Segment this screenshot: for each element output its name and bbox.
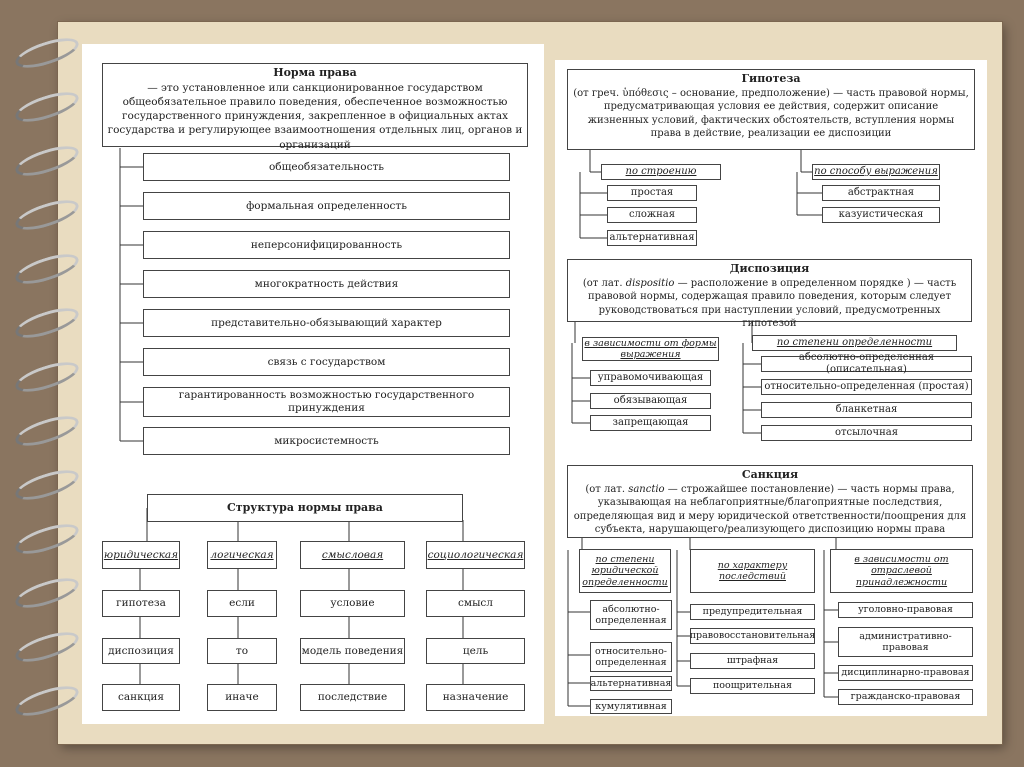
structure-column-head: социологическая [426, 541, 525, 569]
hypothesis-type: простая [607, 185, 697, 201]
structure-item: последствие [300, 684, 405, 711]
sanction-latin-term: sanctio [628, 483, 665, 495]
disposition-type: запрещающая [590, 415, 711, 431]
structure-item: если [207, 590, 277, 617]
norm-feature: гарантированность возможностью государственного принуждения [143, 387, 510, 417]
norm-title: Норма права [273, 66, 357, 79]
norm-feature: представительно-обязывающий характер [143, 309, 510, 337]
sanction-type: предупредительная [690, 604, 815, 620]
structure-column-head: юридическая [102, 541, 180, 569]
sanction-type: уголовно-правовая [838, 602, 973, 618]
structure-item: то [207, 638, 277, 664]
sanction-type: административно-правовая [838, 627, 973, 657]
structure-item: диспозиция [102, 638, 180, 664]
structure-item: санкция [102, 684, 180, 711]
disposition-type: обязывающая [590, 393, 711, 409]
structure-column-head: логическая [207, 541, 277, 569]
structure-column-head: смысловая [300, 541, 405, 569]
sanction-definition-prefix: (от лат. [585, 483, 626, 495]
hypothesis-type: абстрактная [822, 185, 940, 201]
sanction-type: штрафная [690, 653, 815, 669]
disposition-type: бланкетная [761, 402, 972, 418]
norm-feature: многократность действия [143, 270, 510, 298]
hypothesis-type: сложная [607, 207, 697, 223]
norm-definition: — это установленное или санкционированное государством общеобязательное правило поведения, обеспеченное возможностью государственного принуждения, закрепленное в официальных актах государства и регулирующее взаимоотношения отдельных лиц, органов и организаций [107, 81, 523, 151]
structure-item: назначение [426, 684, 525, 711]
sanction-group-label: в зависимости от отраслевой принадлежности [830, 549, 973, 593]
structure-item: модель поведения [300, 638, 405, 664]
disposition-title: Диспозиция [729, 262, 810, 275]
structure-item: смысл [426, 590, 525, 617]
hypothesis-type: альтернативная [607, 230, 697, 246]
structure-title: Структура нормы права [147, 494, 463, 522]
sanction-type: правовосстановительная [690, 628, 815, 644]
disposition-definition-prefix: (от лат. [582, 277, 623, 289]
hypothesis-title: Гипотеза [741, 72, 801, 85]
disposition-group-label: в зависимости от формы выражения [582, 337, 719, 361]
norm-feature: микросистемность [143, 427, 510, 455]
sanction-type: поощрительная [690, 678, 815, 694]
sanction-type: абсолютно-определенная [590, 600, 672, 630]
hypothesis-group-label: по строению [601, 164, 721, 180]
sanction-type: кумулятивная [590, 699, 672, 714]
norm-feature: формальная определенность [143, 192, 510, 220]
sanction-type: относительно-определенная [590, 642, 672, 672]
sanction-group-label: по характеру последствий [690, 549, 815, 593]
hypothesis-definition: (от греч. ὑπόθεσις – основание, предположение) — часть правовой нормы, предусматривающая условия ее действия, содержит описание жизненных условий, фактических обстоятельств, вступления нормы права в действие, реализации ее диспозиции [573, 87, 969, 140]
disposition-latin-term: dispositio [625, 277, 675, 289]
norm-definition-box [102, 63, 528, 151]
disposition-type: управомочивающая [590, 370, 711, 386]
hypothesis-group-label: по способу выражения [812, 164, 940, 180]
disposition-group-label: по степени определенности [752, 335, 957, 351]
sanction-definition-rest: — строжайшее постановление) — часть нормы права, указывающая на неблагоприятные/благоприятные последствия, определяющая вид и меру юридической ответственности/поощрения для субъекта, нарушающего/реализующего диспозицию нормы права [573, 483, 967, 536]
norm-feature: связь с государством [143, 348, 510, 376]
structure-item: условие [300, 590, 405, 617]
norm-feature: общеобязательность [143, 153, 510, 181]
sanction-title: Санкция [741, 468, 799, 481]
structure-item: цель [426, 638, 525, 664]
structure-item: иначе [207, 684, 277, 711]
sanction-type: дисциплинарно-правовая [838, 665, 973, 681]
sanction-group-label: по степени юридической определенности [579, 549, 671, 593]
norm-feature: неперсонифицированность [143, 231, 510, 259]
hypothesis-type: казуистическая [822, 207, 940, 223]
sanction-definition-box [567, 465, 973, 538]
structure-item: гипотеза [102, 590, 180, 617]
disposition-type: абсолютно-определенная (описательная) [761, 356, 972, 372]
disposition-definition-rest: — расположение в определенном порядке ) — часть правовой нормы, содержащая правило поведения, которым следует руководствоваться при наступлении условий, предусмотренных гипотезой [587, 277, 957, 330]
sanction-type: гражданско-правовая [838, 689, 973, 705]
disposition-definition-box [567, 259, 972, 330]
disposition-type: отсылочная [761, 425, 972, 441]
hypothesis-definition-box [567, 69, 975, 150]
sanction-type: альтернативная [590, 676, 672, 691]
disposition-type: относительно-определенная (простая) [761, 379, 972, 395]
